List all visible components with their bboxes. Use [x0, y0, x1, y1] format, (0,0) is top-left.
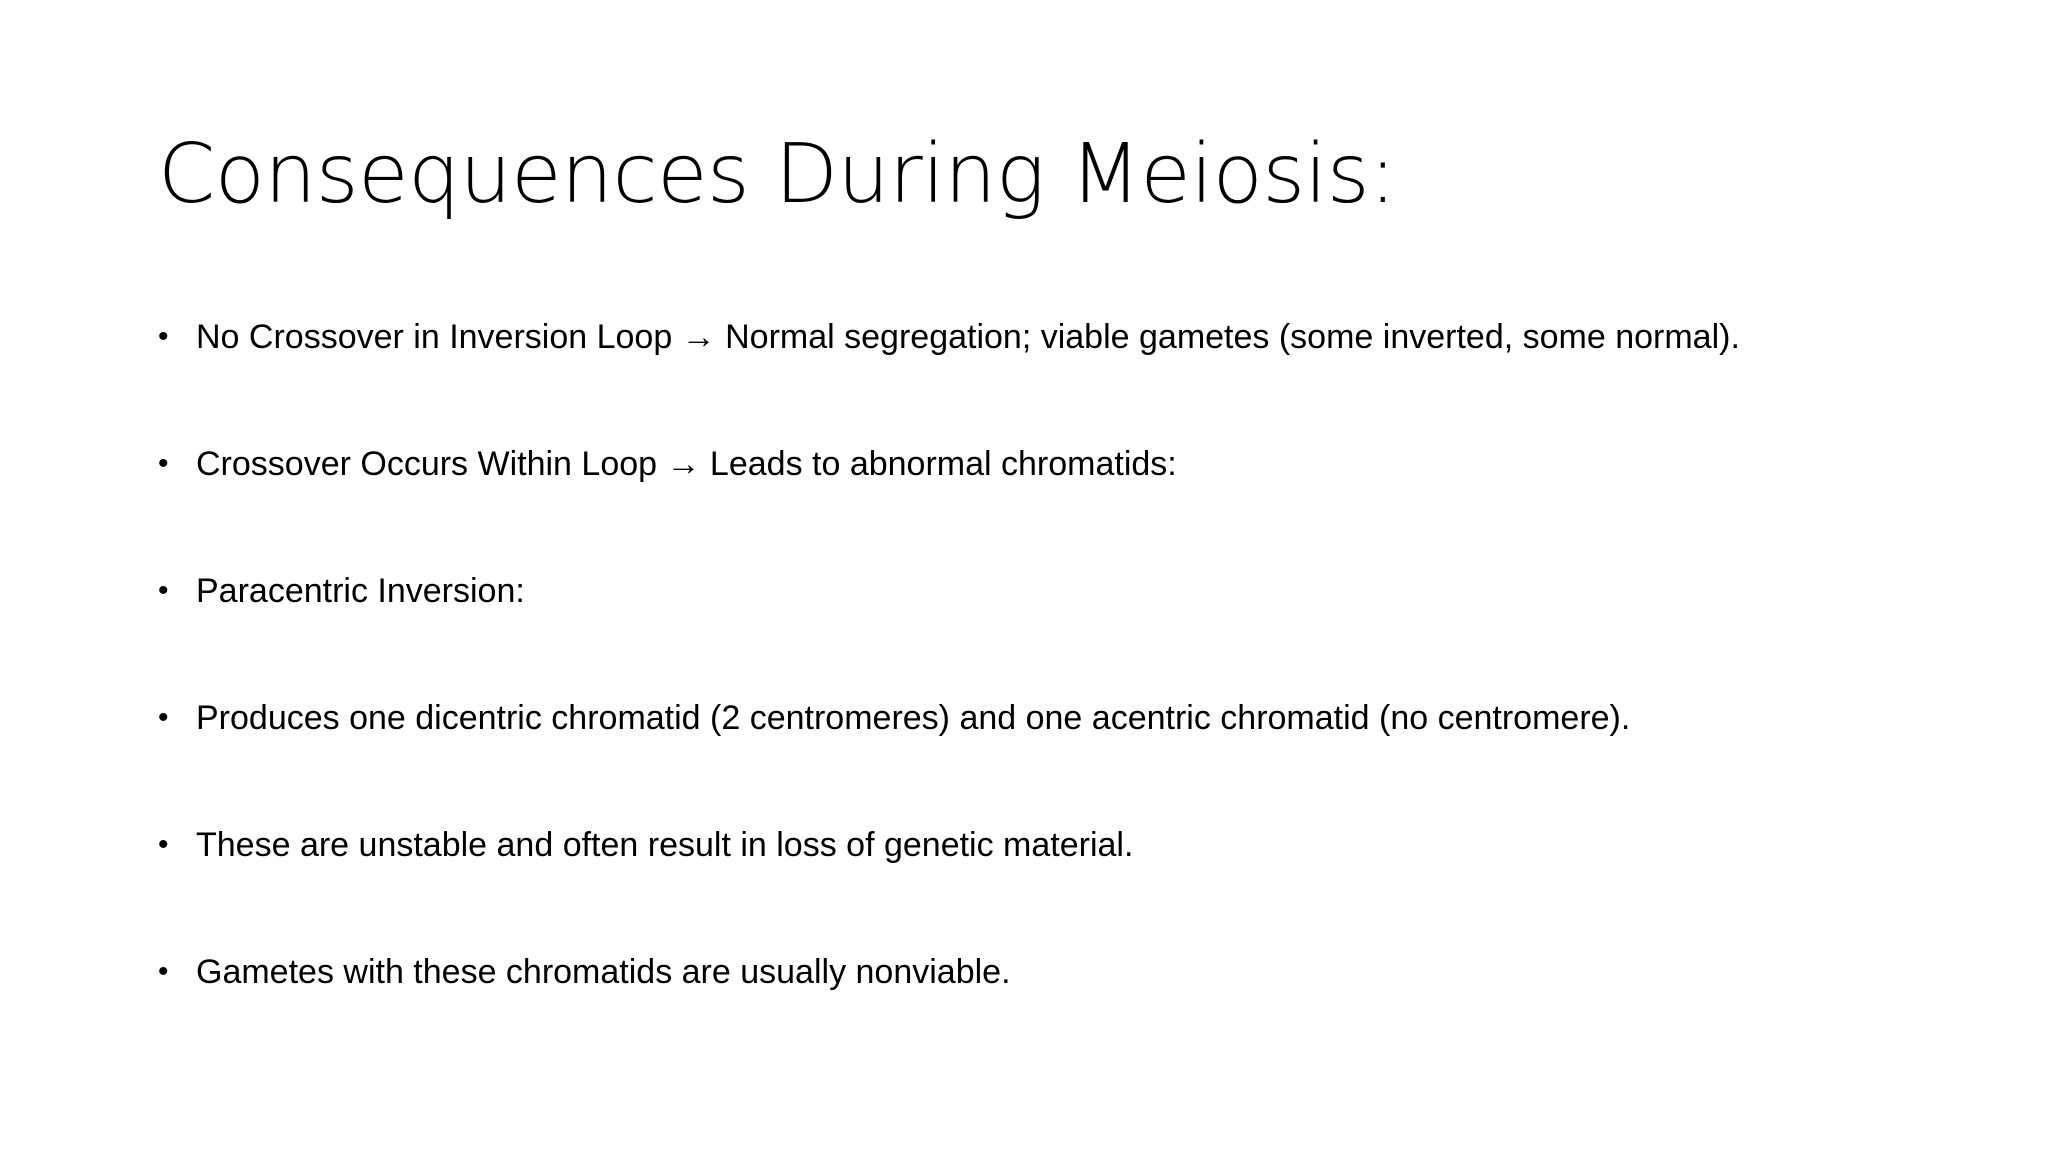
bullet-text: No Crossover in Inversion Loop → Normal segregation; viable gametes (some inverted, some normal).: [196, 318, 1740, 356]
bullet-icon: •: [158, 574, 169, 607]
slide-title: Consequences During Meiosis:: [158, 127, 1397, 222]
bullet-item: [158, 307, 2018, 434]
bullet-item: [158, 815, 2018, 942]
bullet-icon: •: [158, 955, 169, 988]
bullet-list: [158, 307, 2018, 1069]
bullet-text: Paracentric Inversion:: [196, 572, 525, 610]
bullet-icon: •: [158, 447, 169, 480]
bullet-icon: •: [158, 320, 169, 353]
bullet-text: Gametes with these chromatids are usually nonviable.: [196, 953, 1011, 991]
bullet-item: [158, 942, 2018, 1069]
bullet-icon: •: [158, 701, 169, 734]
bullet-item: [158, 688, 2018, 815]
bullet-text: These are unstable and often result in loss of genetic material.: [196, 826, 1134, 864]
bullet-text: Produces one dicentric chromatid (2 centromeres) and one acentric chromatid (no centromere).: [196, 699, 1631, 737]
bullet-item: [158, 561, 2018, 688]
bullet-item: [158, 434, 2018, 561]
bullet-text: Crossover Occurs Within Loop → Leads to abnormal chromatids:: [196, 445, 1177, 483]
bullet-icon: •: [158, 828, 169, 861]
